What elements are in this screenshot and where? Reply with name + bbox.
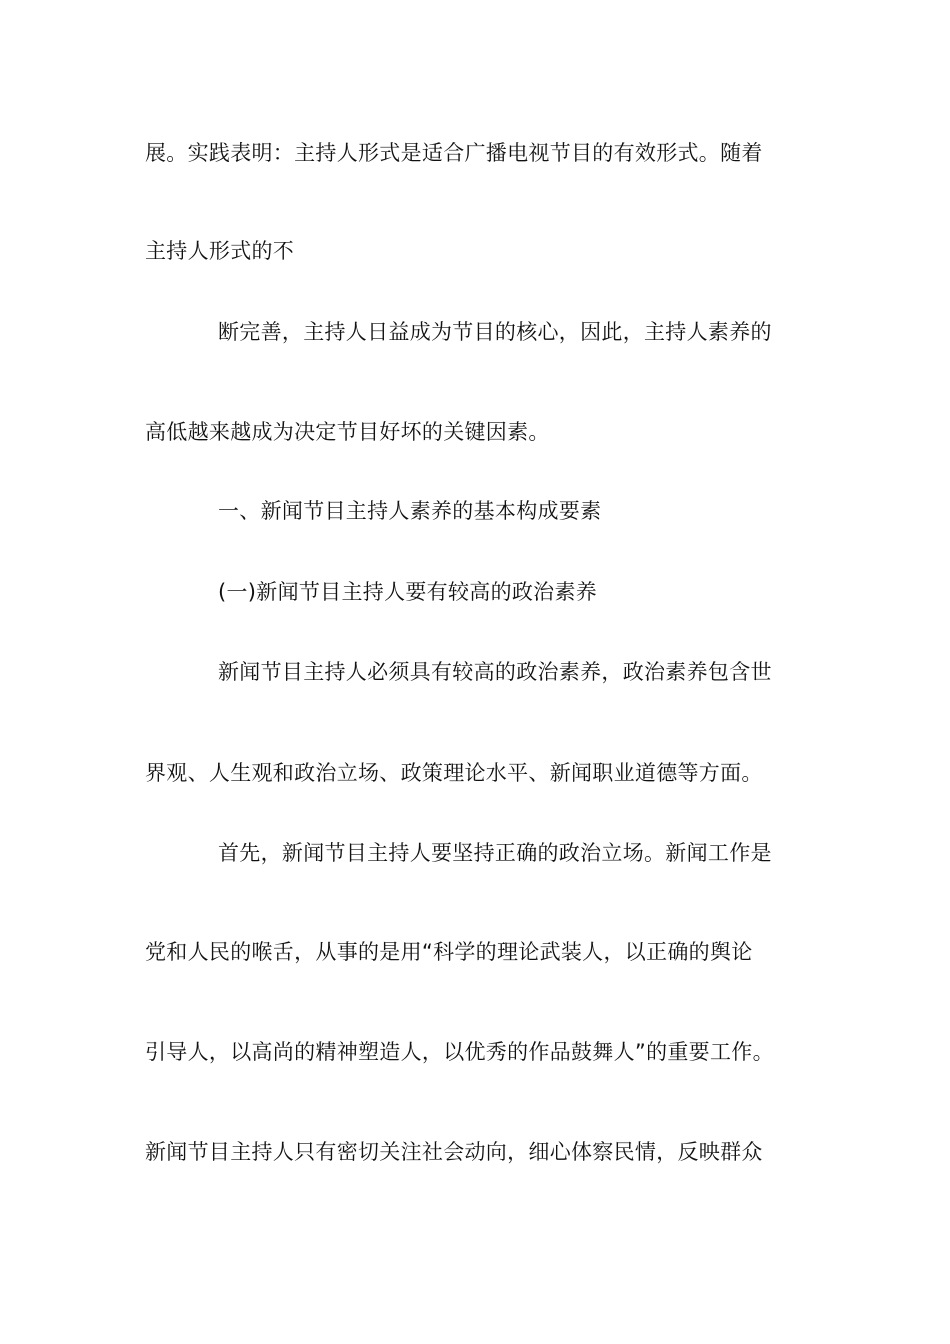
text-line: 新闻节目主持人只有密切关注社会动向，细心体察民情，反映群众: [145, 1140, 763, 1164]
text-line: 党和人民的喉舌，从事的是用“科学的理论武装人，以正确的舆论: [145, 940, 753, 964]
subsection-heading: (一)新闻节目主持人要有较高的政治素养: [218, 580, 598, 604]
paragraph-start-line: 新闻节目主持人必须具有较高的政治素养，政治素养包含世: [218, 660, 772, 684]
text-line: 主持人形式的不: [145, 239, 295, 263]
text-line: 界观、人生观和政治立场、政策理论水平、新闻职业道德等方面。: [145, 761, 763, 785]
text-line: 展。实践表明：主持人形式是适合广播电视节目的有效形式。随着: [145, 141, 763, 165]
paragraph-start-line: 断完善，主持人日益成为节目的核心，因此，主持人素养的: [218, 320, 772, 344]
section-heading: 一、新闻节目主持人素养的基本构成要素: [218, 499, 602, 523]
paragraph-start-line: 首先，新闻节目主持人要坚持正确的政治立场。新闻工作是: [218, 841, 772, 865]
text-line: 引导人，以高尚的精神塑造人，以优秀的作品鼓舞人”的重要工作。: [145, 1040, 774, 1064]
text-line: 高低越来越成为决定节目好坏的关键因素。: [145, 420, 550, 444]
